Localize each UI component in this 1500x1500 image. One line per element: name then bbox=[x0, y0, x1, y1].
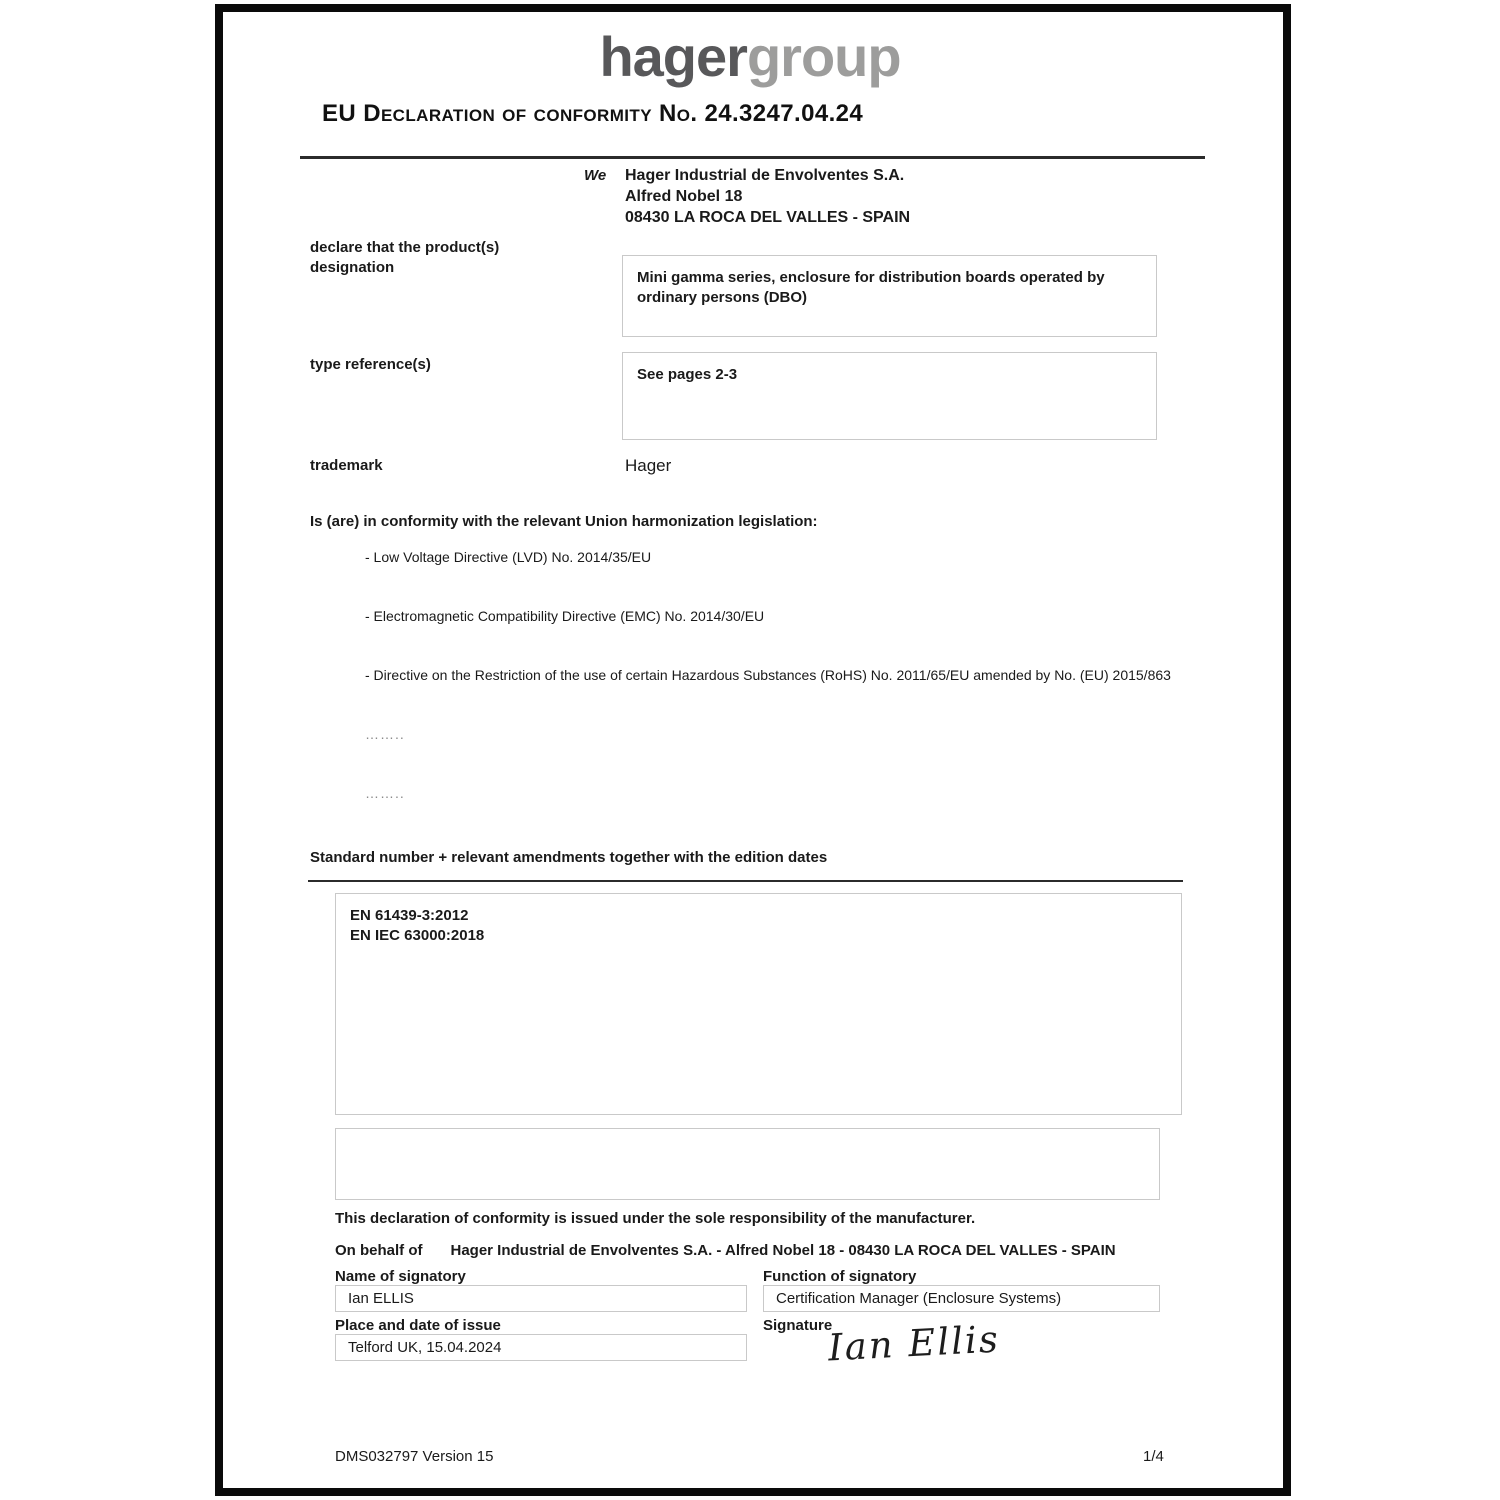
on-behalf-line bbox=[335, 1242, 1116, 1259]
type-reference-box bbox=[622, 352, 1157, 440]
title-divider bbox=[300, 156, 1205, 159]
standards-heading: Standard number + relevant amendments together with the edition dates bbox=[310, 849, 828, 866]
trademark-value: Hager bbox=[625, 456, 672, 475]
directive-placeholder: …….. bbox=[365, 785, 405, 801]
directives-list bbox=[365, 548, 1171, 843]
company-city: 08430 LA ROCA DEL VALLES - SPAIN bbox=[625, 209, 911, 226]
standard-item: EN 61439-3:2012 bbox=[350, 907, 469, 924]
standards-list bbox=[336, 894, 1181, 958]
footer-page-number: 1/4 bbox=[1143, 1448, 1164, 1465]
logo-hager-text: hager bbox=[599, 25, 747, 88]
function-of-signatory-value: Certification Manager (Enclosure Systems) bbox=[776, 1290, 1062, 1307]
page-title: EU Declaration of conformity No. 24.3247.04.24 bbox=[322, 100, 864, 127]
declare-label: declare that the product(s) designation bbox=[310, 239, 500, 276]
place-date-value: Telford UK, 15.04.2024 bbox=[348, 1339, 502, 1356]
place-date-label: Place and date of issue bbox=[335, 1317, 501, 1334]
directive-placeholder: …….. bbox=[365, 726, 405, 742]
directive-item: - Directive on the Restriction of the use of certain Hazardous Substances (RoHS) No. 2011/65/EU amended by No. (EU) 2015/863 bbox=[365, 667, 1171, 683]
company-address bbox=[625, 165, 910, 228]
we-label: We bbox=[584, 167, 607, 184]
standards-divider bbox=[308, 880, 1183, 882]
name-of-signatory-value: Ian ELLIS bbox=[348, 1290, 414, 1307]
on-behalf-label: On behalf of bbox=[335, 1242, 423, 1259]
trademark-label: trademark bbox=[310, 457, 383, 474]
company-name: Hager Industrial de Envolventes S.A. bbox=[625, 167, 905, 184]
handwritten-signature: Ian Ellis bbox=[826, 1317, 1001, 1370]
function-of-signatory-label: Function of signatory bbox=[763, 1268, 917, 1285]
notes-box bbox=[335, 1128, 1160, 1200]
responsibility-statement: This declaration of conformity is issued under the sole responsibility of the manufacturer. bbox=[335, 1210, 976, 1227]
function-of-signatory-box bbox=[763, 1285, 1160, 1312]
place-date-box bbox=[335, 1334, 747, 1361]
name-of-signatory-label: Name of signatory bbox=[335, 1268, 466, 1285]
logo-group-text: group bbox=[746, 25, 901, 88]
name-of-signatory-box bbox=[335, 1285, 747, 1312]
designation-value: Mini gamma series, enclosure for distribution boards operated by ordinary persons (DBO) bbox=[637, 269, 1105, 306]
conformity-heading: Is (are) in conformity with the relevant Union harmonization legislation: bbox=[310, 513, 818, 530]
hagergroup-logo bbox=[0, 24, 1500, 89]
directive-item: - Electromagnetic Compatibility Directive (EMC) No. 2014/30/EU bbox=[365, 608, 765, 624]
designation-box bbox=[622, 255, 1157, 337]
standard-item: EN IEC 63000:2018 bbox=[350, 927, 485, 944]
on-behalf-value: Hager Industrial de Envolventes S.A. - Alfred Nobel 18 - 08430 LA ROCA DEL VALLES - SPAIN bbox=[450, 1242, 1116, 1259]
type-reference-value: See pages 2-3 bbox=[637, 366, 738, 383]
directive-item: - Low Voltage Directive (LVD) No. 2014/35/EU bbox=[365, 549, 652, 565]
footer-doc-ref: DMS032797 Version 15 bbox=[335, 1448, 494, 1465]
type-reference-label: type reference(s) bbox=[310, 356, 431, 373]
company-street: Alfred Nobel 18 bbox=[625, 188, 743, 205]
standards-box bbox=[335, 893, 1182, 1115]
signature-label: Signature bbox=[763, 1317, 833, 1334]
